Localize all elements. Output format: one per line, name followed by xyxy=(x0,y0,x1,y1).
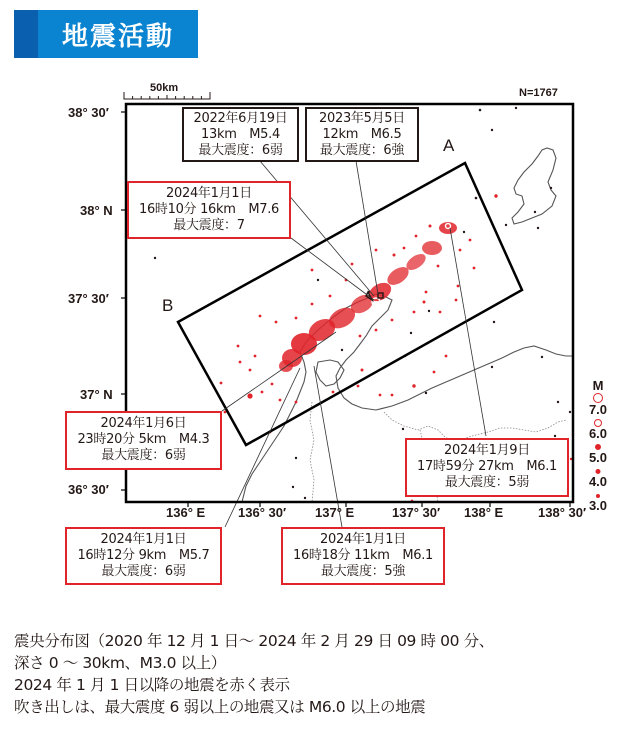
callout-date: 2024年1月1日 xyxy=(100,532,187,547)
callout-date: 2024年1月9日 xyxy=(444,443,530,458)
callout-date: 2022年6月19日 xyxy=(193,111,288,126)
legend-value: 4.0 xyxy=(588,474,608,489)
callout-date: 2023年5月5日 xyxy=(319,111,405,126)
cross-section-label-b: B xyxy=(162,296,174,315)
callout-date: 2024年1月1日 xyxy=(320,532,406,547)
callout-max-intensity: 最大震度：7 xyxy=(173,218,245,233)
lat-label-36-30: 36° 30′ xyxy=(68,482,109,497)
callout-time-depth-magnitude: 17時59分 27km M6.1 xyxy=(416,459,558,474)
legend-row-4 xyxy=(584,465,612,489)
legend-value: 6.0 xyxy=(588,426,608,441)
scale-bar-label: 50km xyxy=(150,82,179,94)
caption-line: 2024 年 1 月 1 日以降の地震を赤く表示 xyxy=(14,676,290,694)
callout-time-depth-magnitude: 16時12分 9km M5.7 xyxy=(77,548,210,563)
figure-caption xyxy=(14,630,494,718)
callout-time-depth-magnitude: 23時20分 5km M4.3 xyxy=(77,432,210,447)
callout-2024-01-09 xyxy=(405,438,569,497)
callout-max-intensity: 最大震度：6弱 xyxy=(101,564,186,579)
callout-2024-01-01-1610 xyxy=(127,181,291,239)
callout-depth-magnitude: 13km M5.4 xyxy=(201,127,280,142)
lon-label-137: 137° E xyxy=(315,505,355,520)
lon-label-138: 138° E xyxy=(464,505,504,520)
lon-label-137-30: 137° 30′ xyxy=(392,505,441,520)
callout-max-intensity: 最大震度：6弱 xyxy=(198,143,283,158)
lon-label-136: 136° E xyxy=(166,505,206,520)
callout-depth-magnitude: 12km M6.5 xyxy=(322,127,402,142)
callout-date: 2024年1月6日 xyxy=(100,416,187,431)
callout-max-intensity: 最大震度：5弱 xyxy=(444,475,530,490)
legend-row-6 xyxy=(584,417,612,441)
legend-value: 3.0 xyxy=(588,498,608,513)
scale-bar-container xyxy=(124,84,210,98)
callout-date: 2024年1月1日 xyxy=(166,186,252,201)
legend-title: M xyxy=(592,378,604,393)
legend-row-3 xyxy=(584,489,612,513)
callout-max-intensity: 最大震度：6強 xyxy=(319,143,405,158)
callout-time-depth-magnitude: 16時18分 11km M6.1 xyxy=(292,548,434,563)
magnitude-legend xyxy=(584,378,612,513)
section-title: 地震活動 xyxy=(62,22,175,52)
callout-2024-01-06 xyxy=(65,411,222,470)
callout-2024-01-01-1618 xyxy=(281,527,445,585)
lat-label-37: 37° N xyxy=(80,387,113,402)
legend-value: 7.0 xyxy=(588,402,608,417)
cross-section-label-a: A xyxy=(443,136,455,155)
caption-line: 吹き出しは、最大震度 6 弱以上の地震又は M6.0 以上の地震 xyxy=(14,698,426,716)
caption-line: 震央分布図（2020 年 12 月 1 日～ 2024 年 2 月 29 日 09 時 00 分、 xyxy=(14,632,494,650)
callout-2022-06-19 xyxy=(182,107,299,162)
callout-time-depth-magnitude: 16時10分 16km M7.6 xyxy=(138,202,280,217)
lon-label-136-30: 136° 30′ xyxy=(238,505,287,520)
legend-value: 5.0 xyxy=(588,450,608,465)
legend-row-5 xyxy=(584,441,612,465)
lon-label-138-30: 138° 30′ xyxy=(538,505,587,520)
caption-line: 深さ 0 ～ 30km、M3.0 以上） xyxy=(14,654,226,672)
callout-2023-05-05 xyxy=(305,107,419,162)
lat-label-38: 38° N xyxy=(80,203,113,218)
event-count: N=1767 xyxy=(519,87,558,99)
callout-2024-01-01-1612 xyxy=(65,527,222,585)
callout-max-intensity: 最大震度：6弱 xyxy=(101,448,186,463)
callout-max-intensity: 最大震度：5強 xyxy=(320,564,406,579)
lat-label-37-30: 37° 30′ xyxy=(68,291,109,306)
legend-row-7 xyxy=(584,393,612,417)
lat-label-38-30: 38° 30′ xyxy=(68,105,109,120)
